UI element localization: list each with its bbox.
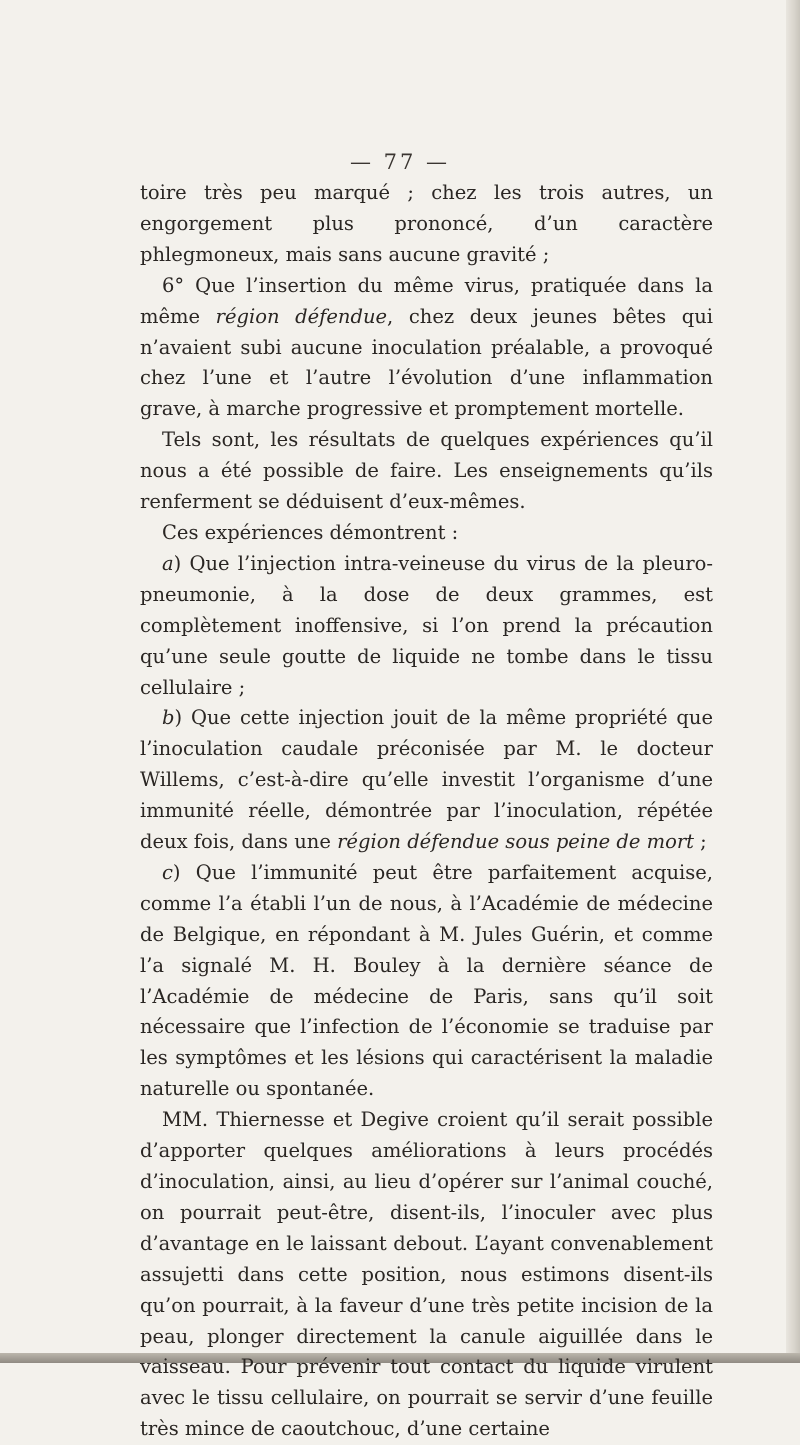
italic-phrase: région défendue sous peine de mort: [337, 830, 694, 854]
italic-phrase: région défendue: [215, 304, 388, 328]
list-marker: a: [162, 551, 174, 575]
paragraph-thiernesse-degive: MM. Thiernesse et Degive croient qu’il serait possible d’apporter quelques améliorations à leurs procédés d’inoculation, ainsi, au lieu d’opérer sur l’animal couché, on pourrait peut-être, disent-ils, l’inoculer avec plus d’avantage en le laissant debout. L’ayant convenablement assujetti dans cette position, nous estimons disent-ils qu’on pourrait, à la faveur d’une très petite incision de la peau, plonger directement la canule aiguillée dans le vaisseau. Pour prévenir tout contact du liquide virulent avec le tissu cellulaire, on pourrait se servir d’une feuille très mince de caoutchouc, d’une certaine: [140, 1108, 713, 1441]
page-edge-shadow: [786, 0, 800, 1363]
list-marker: b: [162, 706, 175, 730]
list-marker: c: [162, 860, 173, 884]
body-text: [140, 178, 713, 1445]
page-number: — 77 —: [349, 150, 451, 174]
paragraph-rest: ;: [693, 830, 707, 854]
paragraph-continuation: toire très peu marqué ; chez les trois autres, un engorgement plus prononcé, d’un caractère phlegmoneux, mais sans aucune gravité ;: [140, 181, 713, 266]
paragraph-rest: , chez deux jeunes bêtes qui n’avaient subi aucune inoculation préalable, a provoqué chez l’une et l’autre l’évolution d’une inflammation grave, à marche progressive et promptement mortelle.: [140, 304, 713, 421]
paragraph-item-b: [140, 703, 713, 858]
paragraph-item-c: [140, 858, 713, 1105]
paragraph-results: Tels sont, les résultats de quelques expériences qu’il nous a été possible de faire. Les enseignements qu’ils renferment se déduisent d’eux-mêmes.: [140, 428, 713, 514]
paragraph-lead: 6° Que l’insertion du même virus, pratiquée dans la même: [140, 273, 713, 328]
paragraph-lead: ) Que cette injection jouit de la même propriété que l’inoculation caudale préconisée par M. le docteur Willems, c’est-à-dire qu’elle investit l’organisme d’une immunité réelle, démontrée par l’inoculation, répétée deux fois, dans une: [140, 706, 713, 854]
paragraph-item-text: ) Que l’injection intra-veineuse du virus de la pleuro-pneumonie, à la dose de deux grammes, est complètement inoffensive, si l’on prend la précaution qu’une seule goutte de liquide ne tombe dans le tissu cellulaire ;: [140, 551, 713, 699]
paragraph-item-text: ) Que l’immunité peut être parfaitement acquise, comme l’a établi l’un de nous, à l’Académie de médecine de Belgique, en répondant à M. Jules Guérin, et comme l’a signalé M. H. Bouley à la dernière séance de l’Académie de médecine de Paris, sans qu’il soit nécessaire que l’infection de l’économie se traduise par les symptômes et les lésions qui caractérisent la maladie naturelle ou spontanée.: [140, 860, 713, 1101]
paragraph-point-6: [140, 271, 713, 426]
paragraph-intro-list: Ces expériences démontrent :: [162, 520, 459, 544]
paragraph-item-a: [140, 549, 713, 704]
